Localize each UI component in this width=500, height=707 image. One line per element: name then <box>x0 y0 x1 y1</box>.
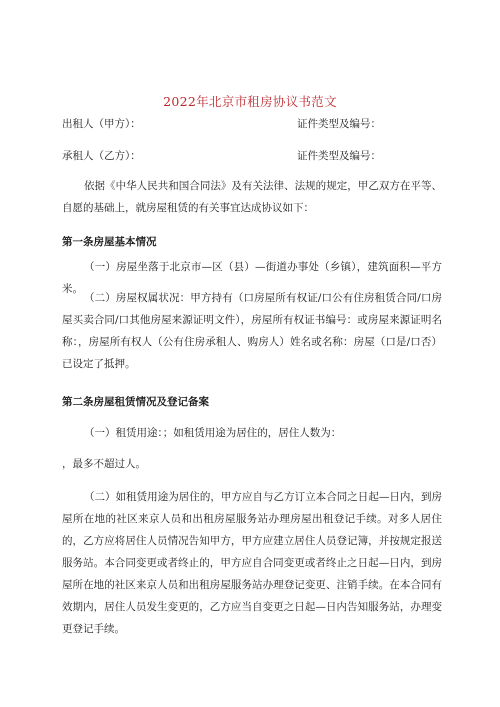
lessee-label: 承租人（乙方）： <box>62 150 141 162</box>
lessee-id-label: 证件类型及编号： <box>297 150 381 162</box>
lessor-label: 出租人（甲方）： <box>62 118 141 130</box>
section-1-item-2: （二）房屋权属状况：甲方持有（口房屋所有权证/口公有住房租赁合同/口房屋买卖合同/口其他房屋来源证明文件），房屋所有权证书编号：或房屋来源证明名称：，房屋所有权人（公有住房承租人、购房人）姓名或名称：房屋（口是/口否）已设定了抵押。 <box>62 292 442 370</box>
section-2-item-1-continued: ，最多不超过人。 <box>62 458 146 470</box>
intro-paragraph: 依据《中华人民共和国合同法》及有关法律、法规的规定，甲乙双方在平等、自愿的基础上，就房屋租赁的有关事宜达成协议如下： <box>62 180 442 214</box>
section-2-heading: 第二条房屋租赁情况及登记备案 <box>62 396 209 408</box>
section-1-heading: 第一条房屋基本情况 <box>62 236 157 248</box>
lessor-id-label: 证件类型及编号： <box>297 118 381 130</box>
document-title: 2022年北京市租房协议书范文 <box>163 94 337 109</box>
section-2-item-2: （二）如租赁用途为居住的，甲方应自与乙方订立本合同之日起—日内，到房屋所在地的社区来京人员和出租房屋服务站办理房屋出租登记手续。对多人居住的，乙方应将居住人员情况告知甲方，甲方应建立居住人员登记簿，并按规定报送服务站。本合同变更或者终止的，甲方应自合同变更或者终止之日起—日内，到房屋所在地的社区来京人员和出租房屋服务站办理登记变更、注销手续。在本合同有效期内，居住人员发生变更的，乙方应当自变更之日起—日内告知服务站，办理变更登记手续。 <box>62 491 442 635</box>
section-2-item-1: （一）租赁用途：；如租赁用途为居住的，居住人数为： <box>84 427 342 439</box>
section-1-item-1: （一）房屋坐落于北京市—区（县）—街道办事处（乡镇），建筑面积—平方米。 <box>62 261 442 295</box>
